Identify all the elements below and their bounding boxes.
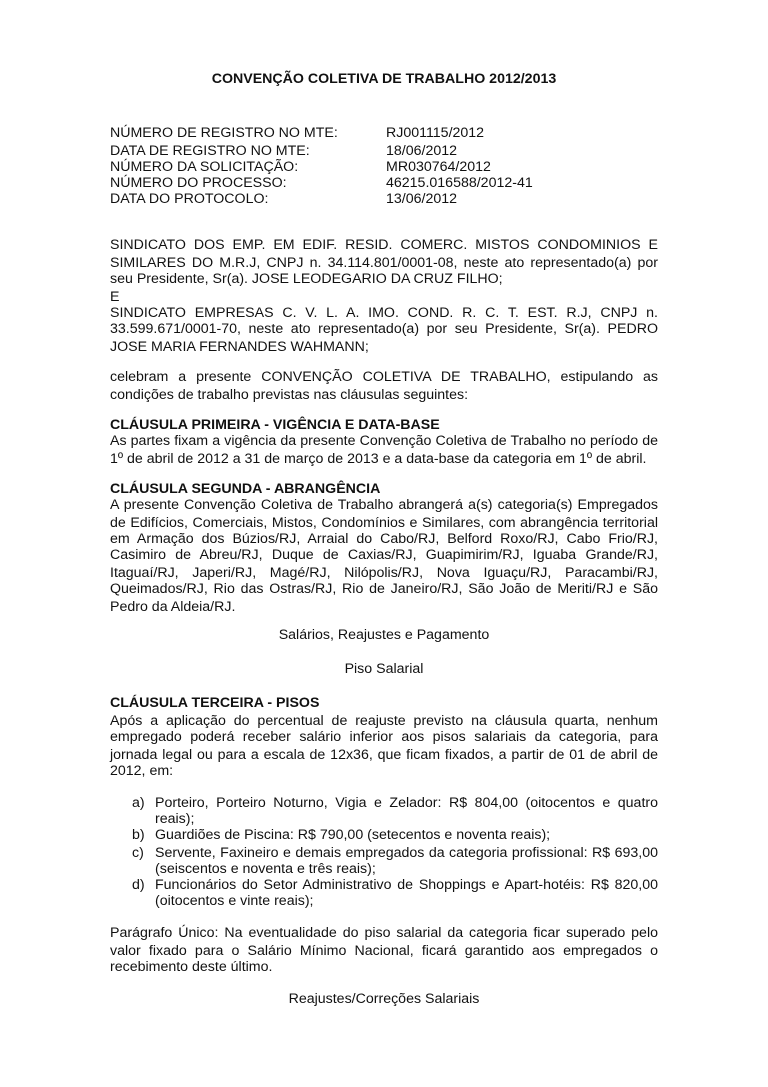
clause-line: A presente Convenção Coletiva de Trabalho abrangerá a(s) categoria(s) Empregados	[110, 497, 658, 513]
list-item-line: (oitocentos e vinte reais);	[155, 893, 314, 909]
parties-line: seu Presidente, Sr(a). JOSE LEODEGARIO DA CRUZ FILHO;	[110, 271, 503, 287]
paragraph-line: valor fixado para o Salário Mínimo Nacional, ficará garantido aos empregados o	[110, 943, 658, 959]
clause-line: em Armação dos Búzios/RJ, Arraial do Cabo/RJ, Belford Roxo/RJ, Cabo Frio/RJ,	[110, 531, 658, 547]
clause-line: 1º de abril de 2012 a 31 de março de 2013 e a data-base da categoria em 1º de abril.	[110, 451, 647, 467]
registry-value: 13/06/2012	[386, 191, 458, 207]
list-item-line: Porteiro, Porteiro Noturno, Vigia e Zelador: R$ 804,00 (oitocentos e quatro	[155, 795, 658, 811]
registry-value: RJ001115/2012	[386, 125, 485, 141]
list-marker: d)	[132, 877, 145, 893]
intro-line: celebram a presente CONVENÇÃO COLETIVA DE TRABALHO, estipulando as	[110, 369, 658, 385]
registry-label: NÚMERO DO PROCESSO:	[110, 175, 287, 191]
registry-label: NÚMERO DA SOLICITAÇÃO:	[110, 159, 299, 175]
list-marker: c)	[132, 845, 144, 861]
subsection-heading: Reajustes/Correções Salariais	[288, 991, 480, 1007]
parties-line: JOSE MARIA FERNANDES WAHMANN;	[110, 339, 369, 355]
clause-line: Itaguaí/RJ, Japeri/RJ, Magé/RJ, Nilópolis/RJ, Nova Iguaçu/RJ, Paracambi/RJ,	[110, 565, 658, 581]
clause-line: empregado poderá receber salário inferior aos pisos salariais da categoria, para	[110, 729, 658, 745]
list-item-line: Servente, Faxineiro e demais empregados da categoria profissional: R$ 693,00	[155, 845, 658, 861]
document-title: CONVENÇÃO COLETIVA DE TRABALHO 2012/2013	[211, 71, 557, 87]
clause-line: As partes fixam a vigência da presente Convenção Coletiva de Trabalho no período de	[110, 433, 658, 449]
list-item-line: Guardiões de Piscina: R$ 790,00 (setecentos e noventa reais);	[155, 827, 551, 843]
parties-line: SINDICATO DOS EMP. EM EDIF. RESID. COMERC. MISTOS CONDOMINIOS E	[110, 237, 658, 253]
clause-line: 2012, em:	[110, 763, 174, 779]
clause-line: Casimiro de Abreu/RJ, Duque de Caxias/RJ, Guapimirim/RJ, Iguaba Grande/RJ,	[110, 547, 658, 563]
clause-line: Queimados/RJ, Rio das Ostras/RJ, Rio de Janeiro/RJ, São João de Meriti/RJ e São	[110, 581, 658, 597]
registry-value: MR030764/2012	[386, 159, 491, 175]
list-marker: b)	[132, 827, 145, 843]
clause-line: jornada legal ou para a escala de 12x36, que ficam fixados, a partir de 01 de abril de	[110, 747, 658, 763]
clause-heading: CLÁUSULA TERCEIRA - PISOS	[110, 695, 320, 711]
parties-line: E	[110, 289, 120, 305]
paragraph-line: Parágrafo Único: Na eventualidade do piso salarial da categoria ficar superado pelo	[110, 925, 658, 941]
parties-line: SIMILARES DO M.R.J, CNPJ n. 34.114.801/0001-08, neste ato representado(a) por	[110, 255, 658, 271]
parties-line: SINDICATO EMPRESAS C. V. L. A. IMO. COND. R. C. T. EST. R.J, CNPJ n.	[110, 305, 658, 321]
clause-heading: CLÁUSULA SEGUNDA - ABRANGÊNCIA	[110, 481, 381, 497]
subsection-heading: Piso Salarial	[344, 661, 424, 677]
parties-line: 33.599.671/0001-70, neste ato representado(a) por seu Presidente, Sr(a). PEDRO	[110, 321, 658, 337]
registry-value: 46215.016588/2012-41	[386, 175, 533, 191]
intro-line: condições de trabalho previstas nas cláusulas seguintes:	[110, 387, 469, 403]
list-marker: a)	[132, 795, 145, 811]
registry-label: DATA DE REGISTRO NO MTE:	[110, 143, 310, 159]
clause-line: Pedro da Aldeia/RJ.	[110, 599, 236, 615]
clause-line: de Edifícios, Comerciais, Mistos, Condomínios e Similares, com abrangência territorial	[110, 515, 658, 531]
list-item-line: (seiscentos e noventa e três reais);	[155, 861, 376, 877]
list-item-line: reais);	[155, 811, 195, 827]
clause-line: Após a aplicação do percentual de reajuste previsto na cláusula quarta, nenhum	[110, 713, 658, 729]
registry-label: DATA DO PROTOCOLO:	[110, 191, 269, 207]
list-item-line: Funcionários do Setor Administrativo de Shoppings e Apart-hotéis: R$ 820,00	[155, 877, 658, 893]
registry-value: 18/06/2012	[386, 143, 458, 159]
section-heading: Salários, Reajustes e Pagamento	[278, 627, 490, 643]
registry-label: NÚMERO DE REGISTRO NO MTE:	[110, 125, 338, 141]
paragraph-line: recebimento deste último.	[110, 959, 273, 975]
clause-heading: CLÁUSULA PRIMEIRA - VIGÊNCIA E DATA-BASE	[110, 417, 440, 433]
